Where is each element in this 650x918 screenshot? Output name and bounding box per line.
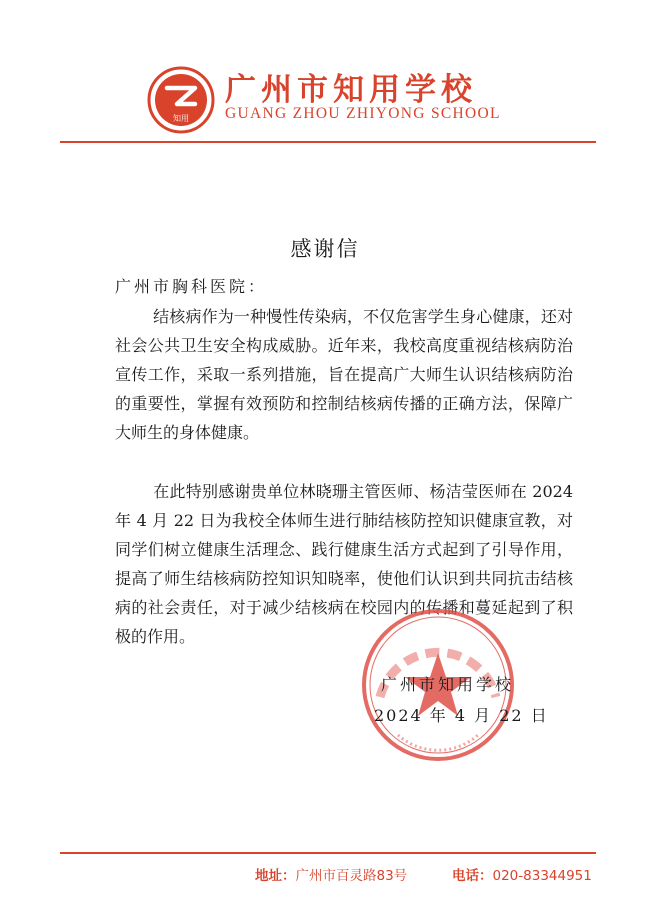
signature-date: 2024 年 4 月 22 日 [374, 706, 549, 725]
school-name-en: GUANG ZHOU ZHIYONG SCHOOL [225, 105, 501, 122]
zhiyong-school-logo-icon [147, 66, 215, 134]
footer-divider [60, 852, 596, 854]
letter-title: 感谢信 [290, 237, 360, 261]
address-value: 广州市百灵路83号 [295, 868, 408, 884]
signature-school: 广州市知用学校 [381, 675, 515, 694]
school-name-cn: 广州市知用学校 [225, 72, 477, 108]
address-label: 地址： [255, 868, 296, 884]
phone-label: 电话： [452, 868, 493, 884]
letter-paragraph-2: 在此特别感谢贵单位林晓珊主管医师、杨洁莹医师在 2024 年 4 月 22 日为我校全体师生进行肺结核防控知识健康宣教，对同学们树立健康生活理念、践行健康生活方式起到了引导作用，提高了师生结核病防控知识知晓率，使他们认识到共同抗击结核病的社会责任，对于减少结核病在校园内的传播和蔓延起到了积极的作用。 [115, 482, 573, 646]
letter-salutation: 广州市胸科医院： [115, 277, 268, 296]
phone-value: 020-83344951 [492, 868, 592, 884]
footer-address [255, 864, 407, 884]
letterhead-divider [60, 141, 596, 143]
letter-paragraph-1: 结核病作为一种慢性传染病，不仅危害学生身心健康，还对社会公共卫生安全构成威胁。近年来，我校高度重视结核病防治宣传工作，采取一系列措施，旨在提高广大师生认识结核病防治的重要性，掌握有效预防和控制结核病传播的正确方法，保障广大师生的身体健康。 [115, 307, 573, 442]
footer-phone [452, 864, 592, 884]
svg-text:知用: 知用 [173, 114, 189, 123]
